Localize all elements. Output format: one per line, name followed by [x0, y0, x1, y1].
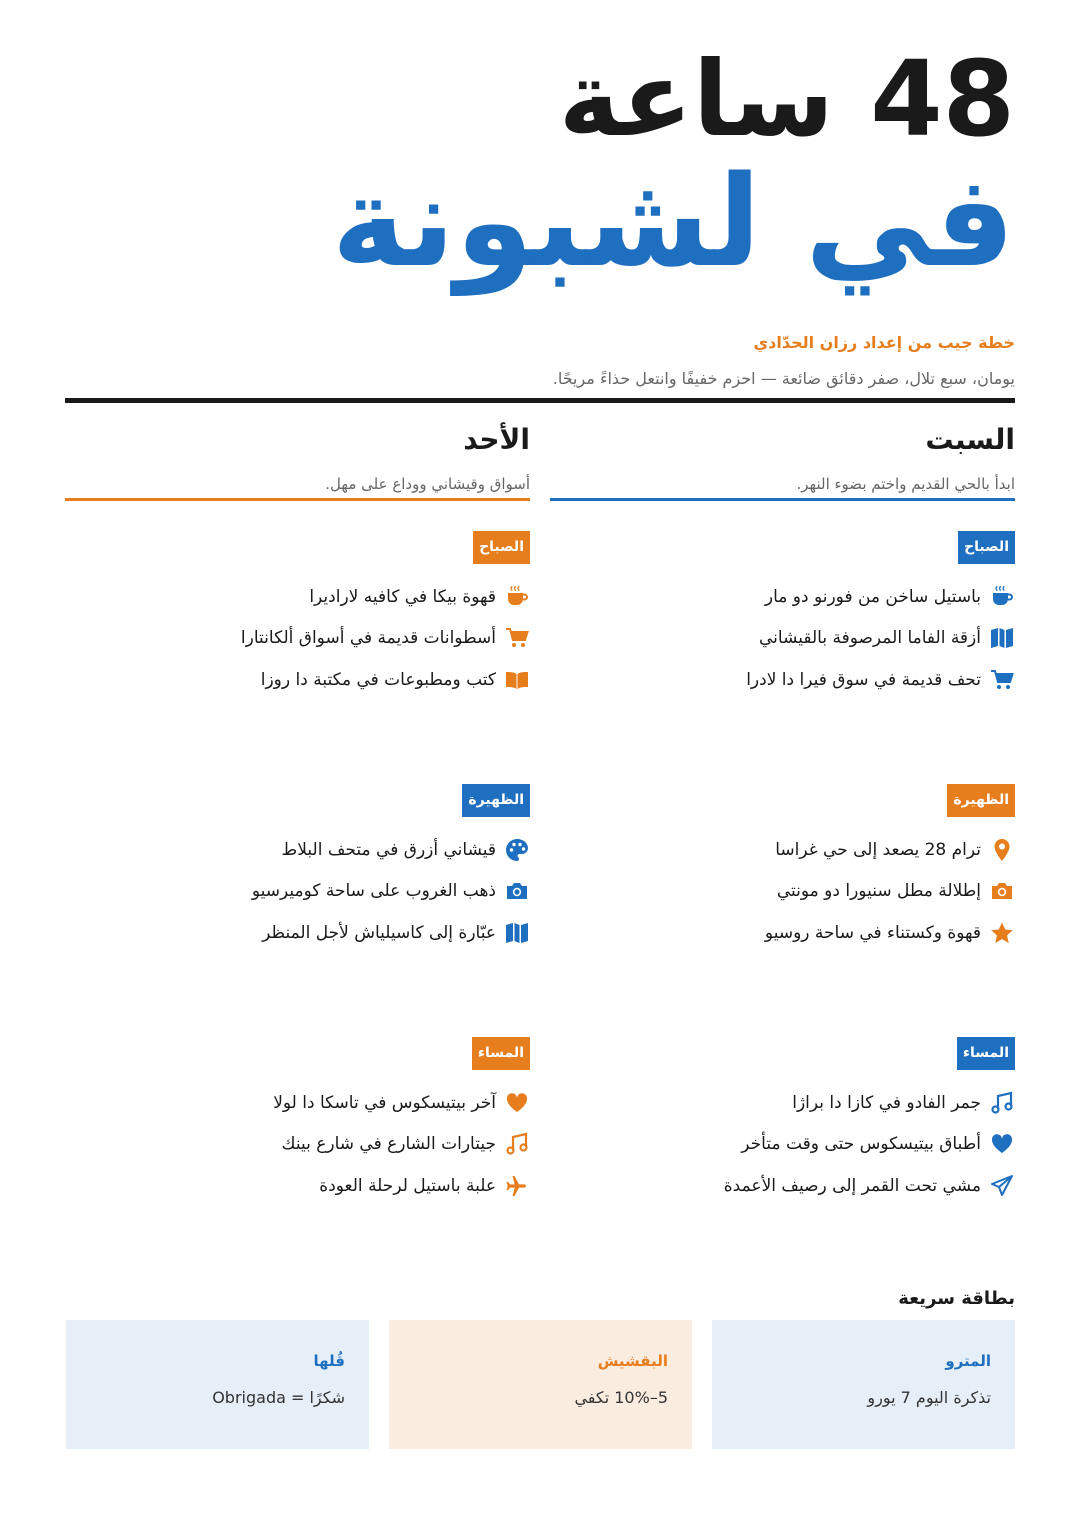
slot-tag-evening: المساء [957, 1037, 1015, 1070]
quick-card-panel [65, 1320, 1015, 1449]
item-text: ذهب الغروب على ساحة كوميرسيو [251, 881, 496, 902]
list-item [65, 659, 530, 701]
list-item [65, 1124, 530, 1166]
item-text: قهوة وكستناء في ساحة روسيو [764, 922, 981, 943]
item-text: تحف قديمة في سوق فيرا دا لادرا [746, 669, 981, 690]
list-item [65, 618, 530, 660]
map-icon [504, 920, 530, 946]
list-item [65, 576, 530, 618]
info-card-title: المترو [945, 1352, 991, 1370]
info-card-say-it [66, 1320, 369, 1449]
info-card-tipping [389, 1320, 692, 1449]
list-item [550, 1124, 1015, 1166]
airplane-icon [504, 1173, 530, 1199]
header-divider [65, 398, 1015, 403]
day-subtitle-saturday: ابدأ بالحي القديم واختم بضوء النهر. [796, 475, 1015, 493]
info-card-title: البقشيش [597, 1352, 668, 1370]
camera-icon [504, 878, 530, 904]
info-card-body: تذكرة اليوم 7 يورو [867, 1388, 991, 1407]
slot-sunday-evening [65, 1037, 530, 1207]
info-card-body: شكرًا = Obrigada [212, 1388, 345, 1407]
map-icon [989, 625, 1015, 651]
item-text: عبّارة إلى كاسيلياش لأجل المنظر [262, 922, 496, 943]
music-note-icon [989, 1090, 1015, 1116]
item-text: باستيل ساخن من فورنو دو مار [764, 586, 981, 607]
item-text: آخر بيتيسكوس في تاسكا دا لولا [273, 1092, 496, 1113]
list-item [65, 1082, 530, 1124]
music-note-icon [504, 1131, 530, 1157]
list-item [550, 871, 1015, 913]
page-title [331, 38, 1015, 295]
item-text: جمر الفادو في كازا دا براژا [792, 1092, 981, 1113]
item-text: أزقة الفاما المرصوفة بالقيشاني [759, 628, 981, 649]
slot-sunday-afternoon [65, 784, 530, 954]
slot-tag-evening: المساء [472, 1037, 530, 1070]
list-item [550, 576, 1015, 618]
list-item [550, 659, 1015, 701]
list-item [65, 1165, 530, 1207]
palette-icon [504, 837, 530, 863]
title-line-2: في لشبونة [331, 148, 1015, 295]
item-text: ترام 28 يصعد إلى حي غراسا [775, 839, 981, 860]
quick-card-title: بطاقة سريعة [898, 1288, 1015, 1309]
slot-saturday-evening [550, 1037, 1015, 1207]
coffee-icon [989, 584, 1015, 610]
info-card-metro [712, 1320, 1015, 1449]
slot-saturday-afternoon [550, 784, 1015, 954]
day-title-saturday: السبت [925, 423, 1015, 456]
book-icon [504, 667, 530, 693]
coffee-icon [504, 584, 530, 610]
list-item [550, 1082, 1015, 1124]
day-title-sunday: الأحد [463, 423, 530, 456]
info-card-title: قُلها [313, 1352, 345, 1370]
item-text: جيتارات الشارع في شارع بينك [281, 1134, 496, 1155]
cart-icon [989, 667, 1015, 693]
list-item [550, 618, 1015, 660]
item-text: قيشاني أزرق في متحف البلاط [281, 839, 496, 860]
item-text: أطباق بيتيسكوس حتى وقت متأخر [741, 1134, 981, 1155]
item-text: مشي تحت القمر إلى رصيف الأعمدة [723, 1175, 981, 1196]
item-text: قهوة بيكا في كافيه لاراديرا [309, 586, 496, 607]
list-item [550, 1165, 1015, 1207]
heart-icon [504, 1090, 530, 1116]
slot-sunday-morning [65, 531, 530, 701]
saturday-column [550, 418, 1015, 1218]
heart-icon [989, 1131, 1015, 1157]
cart-icon [504, 625, 530, 651]
slot-tag-morning: الصباح [473, 531, 530, 564]
location-pin-icon [989, 837, 1015, 863]
slot-tag-afternoon: الظهيرة [462, 784, 530, 817]
itinerary-page [65, 0, 1015, 1525]
sunday-column [65, 418, 530, 1218]
slot-tag-morning: الصباح [958, 531, 1015, 564]
list-item [65, 829, 530, 871]
item-text: أسطوانات قديمة في أسواق ألكانتارا [240, 628, 496, 649]
slot-saturday-morning [550, 531, 1015, 701]
slot-tag-afternoon: الظهيرة [947, 784, 1015, 817]
paper-plane-icon [989, 1173, 1015, 1199]
tagline: يومان، سبع تلال، صفر دقائق ضائعة — احزم خفيفًا وانتعل حذاءً مريحًا. [552, 369, 1015, 388]
item-text: إطلالة مطل سنيورا دو مونتي [776, 881, 981, 902]
list-item [550, 829, 1015, 871]
star-icon [989, 920, 1015, 946]
list-item [65, 871, 530, 913]
item-text: كتب ومطبوعات في مكتبة دا روزا [260, 669, 496, 690]
title-line-1: 48 ساعة [558, 38, 1015, 160]
day-divider-saturday [550, 498, 1015, 501]
info-card-body: 5–10% تكفي [574, 1388, 668, 1407]
list-item [550, 912, 1015, 954]
day-subtitle-sunday: أسواق وقيشاني ووداع على مهل. [325, 475, 530, 493]
list-item [65, 912, 530, 954]
day-divider-sunday [65, 498, 530, 501]
item-text: علبة باستيل لرحلة العودة [319, 1175, 496, 1196]
byline: خطة جيب من إعداد رزان الحدّادي [753, 333, 1015, 352]
camera-icon [989, 878, 1015, 904]
